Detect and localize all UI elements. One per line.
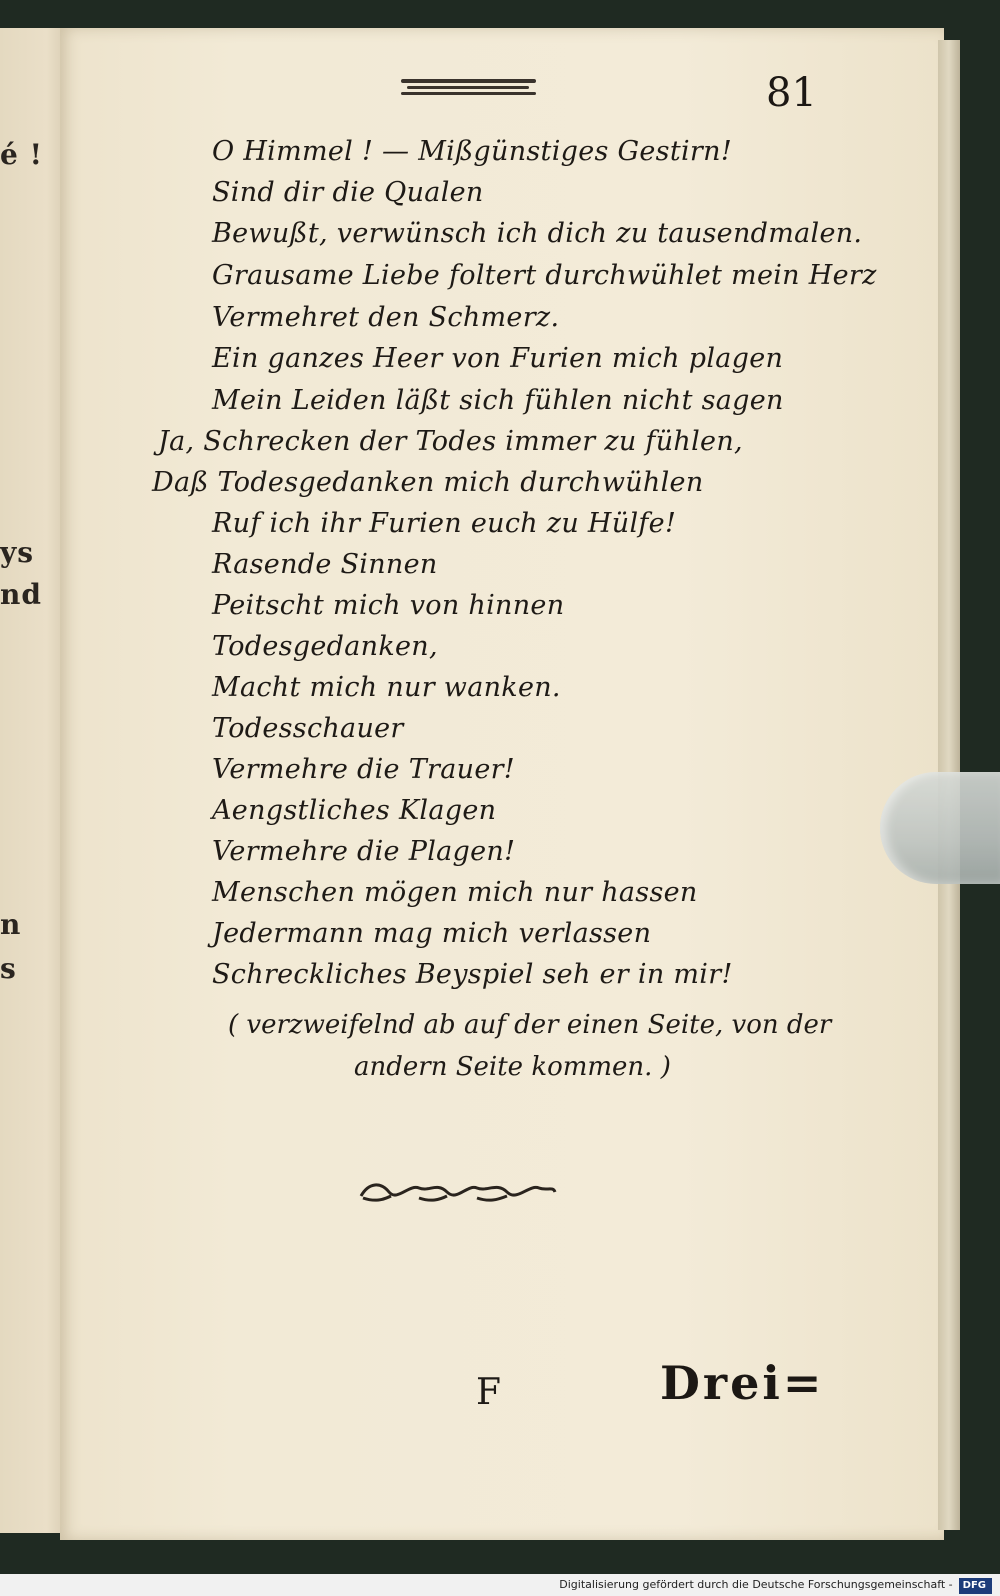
page-clip [880,772,1000,884]
verse-line: Vermehre die Plagen! [212,836,516,867]
verse-line: Jedermann mag mich verlassen [212,918,652,949]
verse-line: Ja, Schrecken der Todes immer zu fühlen, [158,426,743,457]
header-ornament [401,76,536,98]
left-page-fragment: s [0,952,17,985]
stage-direction-line: ( verzweifelnd ab auf der einen Seite, von der [228,1010,832,1040]
verse-line: Mein Leiden läßt sich fühlen nicht sagen [212,385,784,416]
signature-mark: F [476,1372,501,1413]
verse-line: Macht mich nur wanken. [212,672,561,703]
verse-line: Vermehre die Trauer! [212,754,515,785]
stage-direction-line: andern Seite kommen. ) [354,1052,671,1082]
verse-line: Todesgedanken, [212,631,438,662]
verse-line: Ein ganzes Heer von Furien mich plagen [212,343,784,374]
left-page-fragment: nd [0,578,42,611]
verse-line: Todesschauer [212,713,404,744]
verse-line: Schreckliches Beyspiel seh er in mir! [212,959,733,990]
verse-line: Rasende Sinnen [212,549,438,580]
verse-line: Grausame Liebe foltert durchwühlet mein Herz [212,260,877,291]
verse-line: Menschen mögen mich nur hassen [212,877,698,908]
tailpiece-ornament [357,1178,559,1204]
catchword: Drei= [660,1356,825,1410]
left-page-fragment: é ! [0,138,43,171]
left-page-fragment: n [0,908,22,941]
verse-line: Aengstliches Klagen [212,795,497,826]
dfg-logo-icon: DFG [959,1578,992,1594]
verse-line: Sind dir die Qualen [212,177,484,208]
verse-line: Vermehret den Schmerz. [212,302,560,333]
footer-bar [0,1574,1000,1596]
footer-text: Digitalisierung gefördert durch die Deutsche Forschungsgemeinschaft - [559,1578,953,1591]
verse-line: Daß Todesgedanken mich durchwühlen [152,467,704,498]
left-page-fragment: ys [0,536,35,569]
page-number: 81 [766,70,817,116]
verse-line: Ruf ich ihr Furien euch zu Hülfe! [212,508,677,539]
verse-line: Bewußt, verwünsch ich dich zu tausendmalen. [212,218,863,249]
verse-line: Peitscht mich von hinnen [212,590,565,621]
verse-line: O Himmel ! — Mißgünstiges Gestirn! [212,136,732,167]
